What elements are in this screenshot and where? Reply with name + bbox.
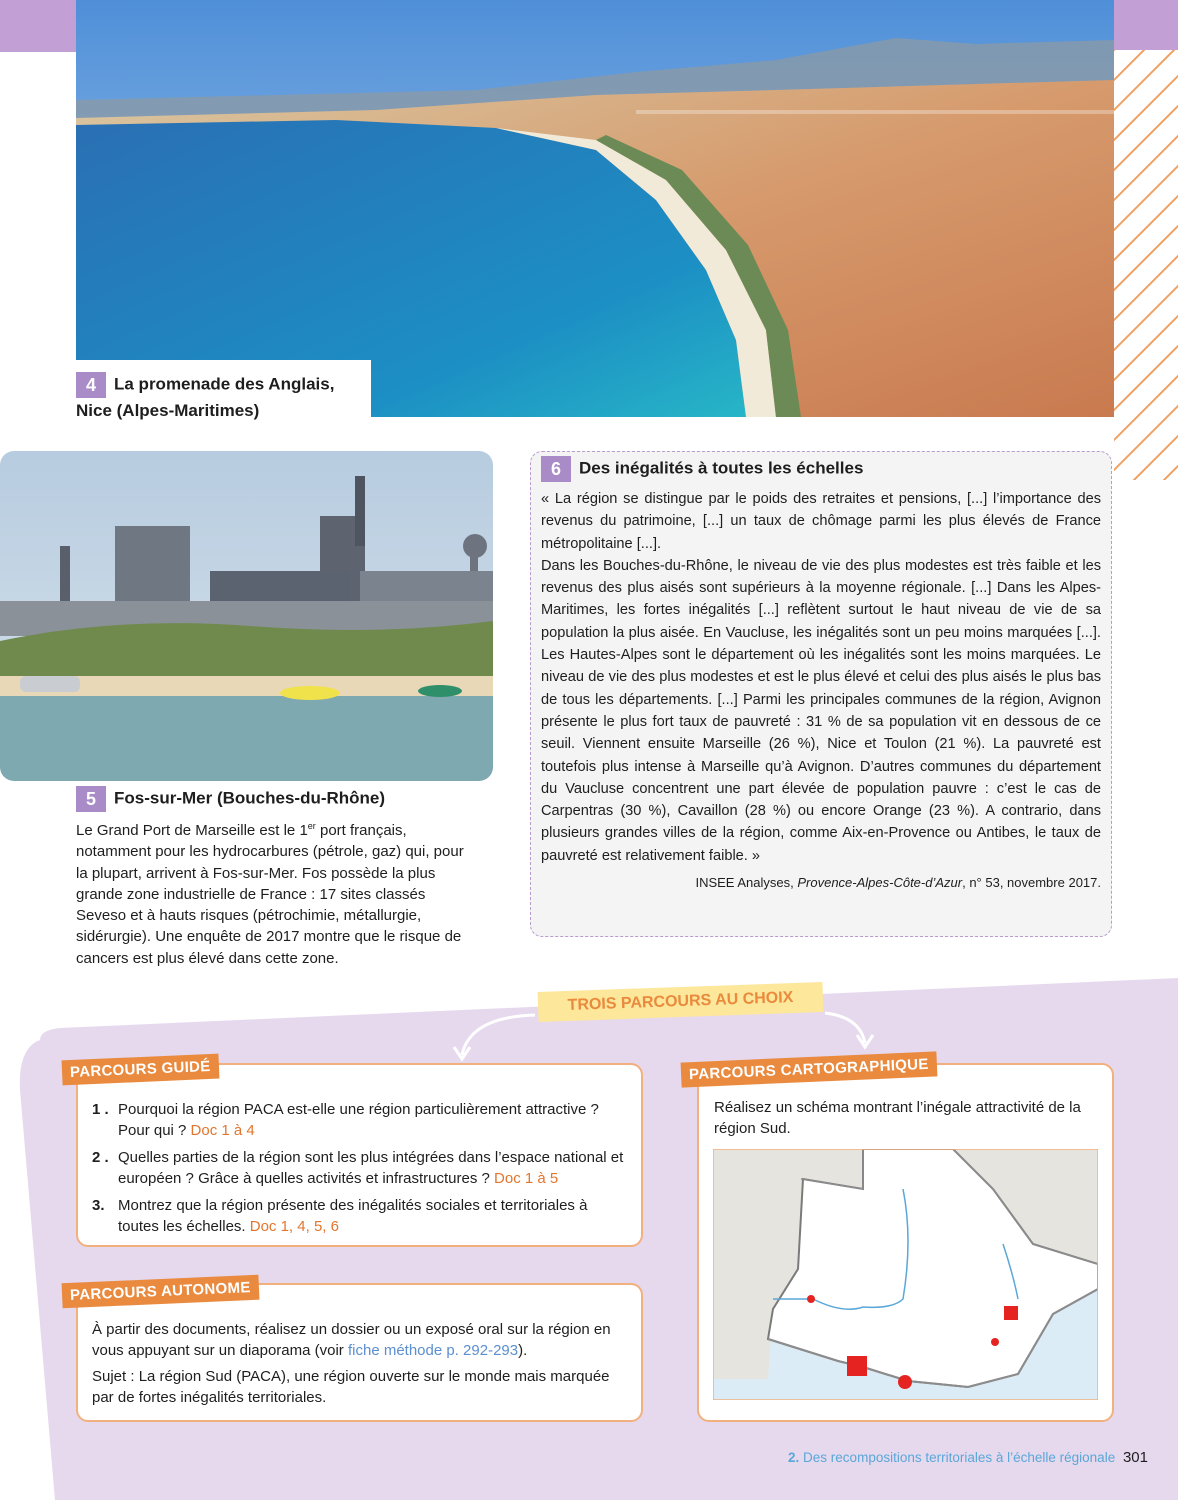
page-number: 301: [1122, 1449, 1148, 1466]
doc6-quote-para2: Dans les Bouches-du-Rhône, le niveau de vie des plus modestes est très faible et les revenus des plus aisés sont supérieurs à la moyenne régionale. [...] Dans les Alpes-Maritimes, les fortes inégalités [...] reflètent surtout le haut niveau de vie de sa population la plus aisée. En Vaucluse, les inégalités sont un peu moins marquées [...]. Les Hautes-Alpes sont le département où les inégalités sont les moins marquées. Le niveau de vie des plus modestes et est le plus élevé et celui des plus aisés le plus bas de tous les départements. [...] Parmi les principales communes de la région, Avignon présente le plus fort taux de pauvreté : 31 % de sa population vit en dessous de ce seuil. Viennent ensuite Marseille (26 %), Nice et Toulon (21 %). La pauvreté est toutefois plus intense à Marseille qu’à Avignon. D’autres communes du département du Vaucluse concentrent une part élevée de population pauvre : c’est le cas de Carpentras (30 %), Cavaillon (28 %) ou encore Orange (23 %). A contrario, dans plusieurs grandes villes de la région, comme Aix-en-Provence ou Antibes, le taux de pauvreté est relativement faible. »: [541, 557, 1101, 864]
parcours-carto-tab: PARCOURS CARTOGRAPHIQUE: [681, 1051, 938, 1087]
guide-question-2: 2 . Quelles parties de la région sont les plus intégrées dans l’espace national et européen ? Grâce à quelles activités et infrastructures ? Doc 1 à 5: [92, 1149, 624, 1187]
parcours-autonome-tab: PARCOURS AUTONOME: [62, 1275, 260, 1309]
chapter-number: 2.: [788, 1450, 800, 1465]
doc4-caption: [76, 372, 356, 421]
autonome-para2: Sujet : La région Sud (PACA), une région ouverte sur le monde mais marquée par de fortes inégalités territoriales.: [92, 1368, 610, 1406]
parcours-guide-tab: PARCOURS GUIDÉ: [62, 1054, 220, 1086]
doc-ref-link[interactable]: Doc 1 à 5: [494, 1170, 559, 1187]
guide-question-1: 1 . Pourquoi la région PACA est-elle une région particulièrement attractive ? Pour qui ? Doc 1 à 4: [92, 1101, 599, 1139]
doc4-number: 4: [76, 372, 106, 398]
doc-ref-link[interactable]: Doc 1 à 4: [190, 1122, 255, 1139]
banner-three-paths: TROIS PARCOURS AU CHOIX: [538, 982, 824, 1022]
guide-questions: [92, 1099, 627, 1243]
doc6-content: [541, 456, 1101, 890]
schema-map: [713, 1149, 1098, 1400]
page-footer: [600, 1449, 1148, 1466]
photo-promenade-des-anglais: [76, 0, 1114, 417]
doc5-text: Le Grand Port de Marseille est le 1er port français, notamment pour les hydrocarbures (pétrole, gaz) qui, pour la plupart, arrivent à Fos-sur-Mer. Fos possède la plus grande zone industrielle de France : 17 sites classés Seveso et à hauts risques (pétrochimie, métallurgie, sidérurgie). Une enquête de 2017 montre que le risque de cancers est plus élevé dans cette zone.: [76, 821, 464, 967]
doc6-title: 6 Des inégalités à toutes les échelles: [541, 456, 1101, 482]
doc6-quote-para1: « La région se distingue par le poids des retraites et pensions, [...] l’importance des revenus du patrimoine, [...] un taux de chômage parmi les plus élevés de France métropolitaine [...].: [541, 491, 1101, 552]
corner-tab-right: [1114, 0, 1178, 50]
hatched-stripes: [1114, 50, 1178, 480]
chapter-title: Des recompositions territoriales à l’échelle régionale: [799, 1450, 1116, 1465]
doc5-title: 5 Fos-sur-Mer (Bouches-du-Rhône): [76, 786, 478, 812]
doc5-number: 5: [76, 786, 106, 812]
autonome-para1: À partir des documents, réalisez un dossier ou un exposé oral sur la région en vous appuyant sur un diaporama (voir fiche méthode p. 292-293).: [92, 1321, 611, 1359]
doc-ref-link[interactable]: Doc 1, 4, 5, 6: [249, 1218, 339, 1235]
doc4-caption-line2: Nice (Alpes-Maritimes): [76, 401, 260, 420]
doc6-number: 6: [541, 456, 571, 482]
doc4-caption-line1: 4 La promenade des Anglais,: [76, 372, 356, 398]
fiche-methode-link[interactable]: fiche méthode p. 292-293: [347, 1342, 519, 1359]
doc6-source: INSEE Analyses, Provence-Alpes-Côte-d’Azur, n° 53, novembre 2017.: [695, 875, 1101, 891]
photo-fos-sur-mer: [0, 451, 493, 781]
doc5-block: [76, 786, 478, 969]
carto-instruction: Réalisez un schéma montrant l’inégale attractivité de la région Sud.: [714, 1099, 1081, 1137]
guide-question-3: 3. Montrez que la région présente des inégalités sociales et territoriales à toutes les échelles. Doc 1, 4, 5, 6: [92, 1197, 588, 1235]
autonome-text: [92, 1319, 627, 1408]
corner-tab-left: [0, 0, 76, 52]
